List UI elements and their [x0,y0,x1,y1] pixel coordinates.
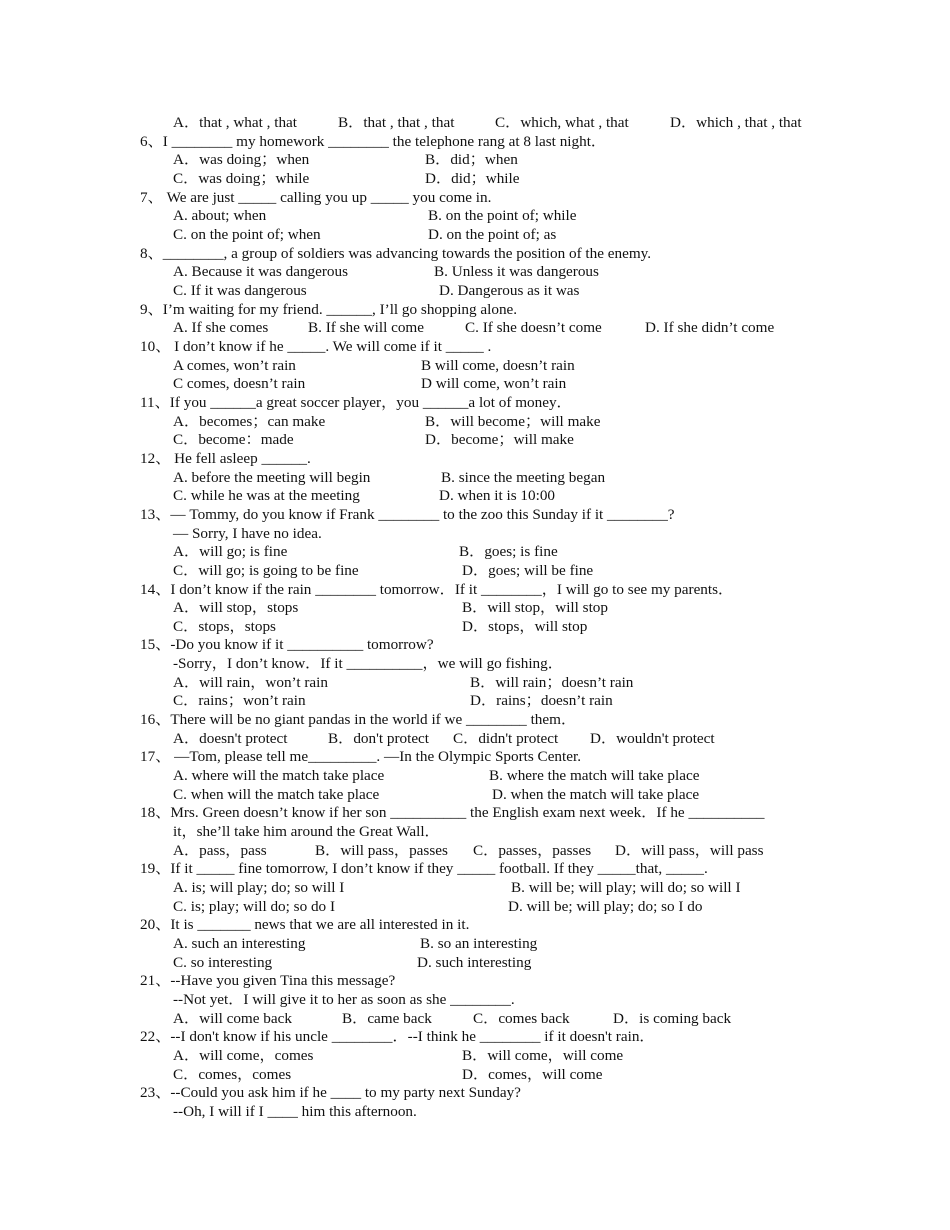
answer-option: A．was doing；when [173,151,310,169]
answer-option: B．will pass，passes [315,841,448,859]
answer-option: A．doesn't protect [173,729,288,747]
answer-option: B. If she will come [308,319,424,337]
answer-option: B. so an interesting [420,935,538,953]
answer-option: A. before the meeting will begin [173,468,371,486]
answer-option: C. so interesting [173,953,273,971]
answer-option: A. such an interesting [173,935,306,953]
answer-option: B．will come，will come [462,1047,624,1064]
answer-option: A. where will the match take place [173,767,385,785]
question-text: 13、— Tommy, do you know if Frank ________ to the zoo this Sunday if it ________? [140,505,675,523]
answer-option: D. when the match will take place [492,785,700,803]
answer-option: A. about; when [173,207,267,225]
answer-option: C．will go; is going to be fine [173,561,359,579]
answer-option: D will come, won’t rain [421,375,567,393]
answer-option: A．that , what , that [173,114,298,131]
answer-option: C．comes back [473,1009,570,1027]
question-text: 8、________, a group of soldiers was advancing towards the position of the enemy. [140,244,652,262]
answer-option: A. Because it was dangerous [173,263,349,281]
answer-option: C comes, doesn’t rain [173,375,306,393]
answer-option: B. where the match will take place [489,767,700,785]
answer-option: D．stops，will stop [462,617,588,635]
answer-option: A．pass，pass [173,841,267,859]
question-text: 17、 —Tom, please tell me_________. —In the Olympic Sports Center. [140,748,581,766]
question-text: -Sorry，I don’t know．If it __________，we will go fishing． [173,655,563,673]
question-text: 23、--Could you ask him if he ____ to my party next Sunday? [140,1084,521,1102]
question-text: 21、--Have you given Tina this message? [140,972,396,990]
answer-option: B．did；when [425,151,518,169]
answer-option: A．will come，comes [173,1047,314,1064]
answer-option: D．comes，will come [462,1065,603,1083]
answer-option: D．become；will make [425,431,574,449]
answer-option: C. on the point of; when [173,225,321,243]
question-text: 20、It is _______ news that we are all interested in it. [140,916,470,934]
question-text: --Oh, I will if I ____ him this afternoon. [173,1102,417,1120]
answer-option: B．goes; is fine [459,543,558,561]
question-text: 12、 He fell asleep ______. [140,449,311,467]
answer-option: B will come, doesn’t rain [421,356,575,374]
answer-option: A．will come back [173,1009,292,1027]
answer-option: C．was doing；while [173,169,310,187]
question-text: 19、If it _____ fine tomorrow, I don’t know if they _____ football. If they _____that, _____. [140,860,708,878]
answer-option: C．comes，comes [173,1065,292,1083]
answer-option: D. will be; will play; do; so I do [508,897,703,915]
answer-option: A．will stop，stops [173,599,299,617]
question-text: 14、I don’t know if the rain ________ tomorrow．If it ________，I will go to see my parents． [140,580,734,598]
answer-option: A. If she comes [173,319,269,337]
answer-option: D．wouldn't protect [590,729,715,747]
answer-option: C．passes，passes [473,841,592,859]
question-text: 16、There will be no giant pandas in the world if we ________ them． [140,711,577,729]
answer-option: D．goes; will be fine [462,561,594,579]
answer-option: B. on the point of; while [428,207,577,225]
answer-option: B. since the meeting began [441,468,606,486]
answer-option: D．is coming back [613,1009,732,1027]
answer-option: C．stops，stops [173,617,276,635]
answer-option: B．will stop，will stop [462,599,608,617]
answer-option: B．will rain；doesn’t rain [470,673,634,691]
answer-option: B. Unless it was dangerous [434,263,599,281]
answer-option: C. when will the match take place [173,785,380,803]
answer-option: C. If she doesn’t come [465,319,602,337]
answer-option: B．that , that , that [338,114,455,131]
question-text: — Sorry, I have no idea. [173,524,322,542]
answer-option: C．rains；won’t rain [173,692,306,710]
question-text: 18、Mrs. Green doesn’t know if her son __________ the English exam next week．If he __________ [140,804,765,822]
answer-option: D. on the point of; as [428,225,557,243]
question-text: 10、 I don’t know if he _____. We will come if it _____ . [140,337,492,355]
answer-option: C．didn't protect [453,729,559,747]
answer-option: C. If it was dangerous [173,281,307,299]
answer-option: B．will become；will make [425,412,601,430]
answer-option: D．rains；doesn’t rain [470,692,613,710]
answer-option: D．will pass，will pass [615,841,764,859]
answer-option: B．came back [342,1009,432,1027]
answer-option: A．will rain，won’t rain [173,673,328,691]
answer-option: D．which , that , that [670,114,802,131]
question-text: 7、 We are just _____ calling you up _____ you come in. [140,188,492,206]
answer-option: A．will go; is fine [173,543,288,561]
answer-option: C．become：made [173,431,294,449]
question-text: --Not yet．I will give it to her as soon as she ________. [173,991,515,1009]
answer-option: D．did；while [425,169,520,187]
answer-option: A comes, won’t rain [173,356,296,374]
answer-option: A．becomes；can make [173,412,326,430]
question-text: 11、If you ______a great soccer player，you ______a lot of money． [140,393,572,411]
answer-option: B．don't protect [328,729,430,747]
question-text: 6、I ________ my homework ________ the telephone rang at 8 last night． [140,132,607,150]
answer-option: D. If she didn’t come [645,319,775,337]
question-text: 15、-Do you know if it __________ tomorrow? [140,636,434,654]
answer-option: C．which, what , that [495,114,629,131]
answer-option: C. is; play; will do; so do I [173,897,336,915]
question-text: 9、I’m waiting for my friend. ______, I’ll go shopping alone. [140,300,518,318]
answer-option: D. such interesting [417,953,532,971]
question-text: it，she’ll take him around the Great Wall． [173,823,440,841]
answer-option: D. when it is 10:00 [439,487,556,505]
answer-option: B. will be; will play; will do; so will I [511,879,741,897]
answer-option: C. while he was at the meeting [173,487,360,505]
answer-option: A. is; will play; do; so will I [173,879,345,897]
question-text: 22、--I don't know if his uncle ________．--I think he ________ if it doesn't rain． [140,1028,655,1046]
answer-option: D. Dangerous as it was [439,281,580,299]
